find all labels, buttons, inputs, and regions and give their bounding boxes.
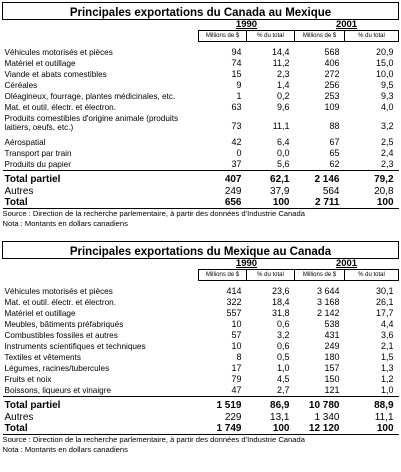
note-row xyxy=(3,445,399,455)
unit-pct: % du total xyxy=(345,270,399,281)
value-2001: 3 168 xyxy=(316,297,340,307)
table-row xyxy=(3,148,399,159)
pct-1990: 11,1 xyxy=(272,121,290,131)
table-row xyxy=(3,42,399,59)
value-1990: 1 xyxy=(236,91,242,101)
year-1990: 1990 xyxy=(235,19,258,30)
pct-2001: 17,7 xyxy=(376,308,394,318)
row-label: Viande et abats comestibles xyxy=(4,70,107,79)
pct-1990: 1,4 xyxy=(276,80,290,90)
table-row xyxy=(3,91,399,102)
pct-1990: 18,4 xyxy=(271,297,290,307)
subtotal-label: Total partiel xyxy=(3,397,199,413)
other-pct-2001: 11,1 xyxy=(374,412,394,423)
pct-2001: 1,5 xyxy=(381,352,394,362)
pct-1990: 4,5 xyxy=(276,374,290,384)
row-label: Véhicules motorisés et pièces xyxy=(4,48,113,57)
value-1990: 8 xyxy=(236,352,242,362)
unit-millions: Millions de $ xyxy=(199,270,247,281)
pct-2001: 2,3 xyxy=(381,159,394,169)
pct-2001: 3,6 xyxy=(381,330,394,340)
row-label: Fruits et noix xyxy=(4,375,52,384)
pct-2001: 4,4 xyxy=(381,319,394,329)
subtotal-value-1990: 407 xyxy=(199,171,247,187)
value-2001: 256 xyxy=(324,80,340,90)
pct-2001: 1,0 xyxy=(381,385,394,395)
row-label: Produits du papier xyxy=(4,160,71,169)
value-2001: 109 xyxy=(324,102,340,112)
table-row xyxy=(3,385,399,397)
subtotal-value-2001: 2 146 xyxy=(295,171,345,187)
value-1990: 42 xyxy=(231,137,242,147)
unit-millions: Millions de $ xyxy=(295,31,345,42)
total-pct-2001: 100 xyxy=(345,423,399,435)
subtotal-value-2001: 10 780 xyxy=(295,397,345,413)
value-1990: 74 xyxy=(231,58,242,68)
total-label: Total xyxy=(3,423,199,435)
value-2001: 62 xyxy=(329,159,340,169)
table-row xyxy=(3,102,399,113)
table-row xyxy=(3,352,399,363)
year-2001: 2001 xyxy=(335,19,358,30)
pct-1990: 0,2 xyxy=(276,91,290,101)
pct-2001: 20,9 xyxy=(376,47,394,57)
unit-millions: Millions de $ xyxy=(295,270,345,281)
table-title-row xyxy=(3,3,399,20)
other-pct-2001: 20,8 xyxy=(374,186,394,197)
other-row xyxy=(3,186,399,197)
table-row xyxy=(3,80,399,91)
table-row xyxy=(3,159,399,171)
total-value-2001: 12 120 xyxy=(295,423,345,435)
table-row xyxy=(3,308,399,319)
row-label: Aérospatial xyxy=(4,138,46,147)
year-2001: 2001 xyxy=(335,258,358,269)
pct-2001: 9,5 xyxy=(381,80,394,90)
value-1990: 9 xyxy=(236,80,242,90)
value-2001: 65 xyxy=(329,148,340,158)
source-note: Source : Direction de la recherche parlementaire, à partir des données d'Industrie Canada xyxy=(2,435,305,444)
pct-1990: 9,6 xyxy=(276,102,290,112)
currency-note: Nota : Montants en dollars canadiens xyxy=(2,445,128,454)
total-label: Total xyxy=(3,197,199,209)
pct-2001: 2,4 xyxy=(381,148,394,158)
source-row xyxy=(3,435,399,446)
other-value-1990: 249 xyxy=(224,186,242,197)
pct-2001: 4,0 xyxy=(381,102,394,112)
table-row xyxy=(3,58,399,69)
pct-2001: 15,0 xyxy=(376,58,394,68)
table-row xyxy=(3,132,399,148)
pct-1990: 2,3 xyxy=(276,69,290,79)
total-pct-1990: 100 xyxy=(247,197,295,209)
subtotal-pct-2001: 88,9 xyxy=(345,397,399,413)
row-label: Combustibles fossiles et autres xyxy=(4,331,118,340)
value-2001: 272 xyxy=(324,69,340,79)
pct-2001: 9,3 xyxy=(381,91,394,101)
value-2001: 180 xyxy=(324,352,340,362)
table-title: Principales exportations du Mexique au Canada xyxy=(3,242,399,259)
value-2001: 150 xyxy=(324,374,340,384)
row-label: Meubles, bâtiments préfabriqués xyxy=(4,320,124,329)
year-1990: 1990 xyxy=(235,258,258,269)
row-label: Céréales xyxy=(4,81,38,90)
value-2001: 406 xyxy=(324,58,340,68)
pct-1990: 5,6 xyxy=(276,159,290,169)
subtotal-label: Total partiel xyxy=(3,171,199,187)
subtotal-pct-2001: 79,2 xyxy=(345,171,399,187)
value-1990: 17 xyxy=(231,363,242,373)
value-1990: 10 xyxy=(231,341,242,351)
row-label: Boissons, liqueurs et vinaigre xyxy=(4,386,111,395)
table-row xyxy=(3,281,399,298)
total-pct-1990: 100 xyxy=(247,423,295,435)
table-canada-to-mexico xyxy=(2,2,399,229)
pct-2001: 26,1 xyxy=(376,297,394,307)
pct-1990: 11,2 xyxy=(272,58,290,68)
pct-1990: 0,5 xyxy=(276,352,290,362)
pct-1990: 0,6 xyxy=(276,341,290,351)
subtotal-pct-1990: 62,1 xyxy=(247,171,295,187)
subtotal-row xyxy=(3,397,399,413)
value-2001: 88 xyxy=(329,121,340,131)
total-row xyxy=(3,197,399,209)
table-row xyxy=(3,113,399,132)
unit-pct: % du total xyxy=(247,31,295,42)
row-label: Mat. et outil. électr. et électron. xyxy=(4,298,116,307)
pct-1990: 3,2 xyxy=(276,330,290,340)
other-pct-1990: 13,1 xyxy=(270,412,290,423)
value-1990: 37 xyxy=(231,159,242,169)
source-note: Source : Direction de la recherche parlementaire, à partir des données d'Industrie Canada xyxy=(2,209,305,218)
pct-1990: 23,6 xyxy=(271,286,290,296)
table-row xyxy=(3,319,399,330)
row-label: Instruments scientifiques et techniques xyxy=(4,342,146,351)
value-2001: 2 142 xyxy=(316,308,340,318)
value-2001: 538 xyxy=(324,319,340,329)
pct-2001: 2,5 xyxy=(381,137,394,147)
pct-1990: 0,6 xyxy=(276,319,290,329)
table-mexico-to-canada xyxy=(2,241,399,455)
value-1990: 94 xyxy=(231,47,242,57)
table-title-row xyxy=(3,242,399,259)
table-title: Principales exportations du Canada au Mexique xyxy=(3,3,399,20)
unit-pct: % du total xyxy=(345,31,399,42)
table-row xyxy=(3,330,399,341)
pct-2001: 3,2 xyxy=(381,121,394,131)
table-row xyxy=(3,297,399,308)
unit-pct: % du total xyxy=(247,270,295,281)
total-value-1990: 1 749 xyxy=(199,423,247,435)
note-row xyxy=(3,219,399,229)
pct-2001: 30,1 xyxy=(376,286,394,296)
value-1990: 63 xyxy=(231,102,242,112)
value-2001: 67 xyxy=(329,137,340,147)
other-value-1990: 229 xyxy=(224,412,242,423)
table-row xyxy=(3,363,399,374)
total-value-1990: 656 xyxy=(199,197,247,209)
table-row xyxy=(3,374,399,385)
other-label: Autres xyxy=(4,186,34,197)
currency-note: Nota : Montants en dollars canadiens xyxy=(2,219,128,228)
total-pct-2001: 100 xyxy=(345,197,399,209)
value-2001: 431 xyxy=(324,330,340,340)
row-label: Textiles et vêtements xyxy=(4,353,81,362)
row-label: Matériel et outillage xyxy=(4,59,76,68)
value-1990: 557 xyxy=(226,308,242,318)
row-label: Produits comestibles d'origine animale (produits laitiers, oeufs, etc.) xyxy=(4,113,179,132)
value-1990: 0 xyxy=(236,148,242,158)
year-header-row xyxy=(3,20,399,31)
pct-1990: 0,0 xyxy=(276,148,290,158)
value-1990: 79 xyxy=(231,374,242,384)
value-2001: 157 xyxy=(324,363,340,373)
pct-2001: 1,3 xyxy=(381,363,394,373)
source-row xyxy=(3,209,399,220)
pct-2001: 2,1 xyxy=(381,341,394,351)
value-1990: 15 xyxy=(231,69,242,79)
row-label: Mat. et outil. électr. et électron. xyxy=(4,103,116,112)
other-value-2001: 1 340 xyxy=(314,412,340,423)
other-row xyxy=(3,412,399,423)
value-1990: 47 xyxy=(231,385,242,395)
pct-2001: 1,2 xyxy=(381,374,394,384)
other-label: Autres xyxy=(4,412,34,423)
total-row xyxy=(3,423,399,435)
row-label: Légumes, racines/tubercules xyxy=(4,364,110,373)
other-pct-1990: 37,9 xyxy=(270,186,290,197)
subtotal-pct-1990: 86,9 xyxy=(247,397,295,413)
pct-1990: 14,4 xyxy=(271,47,290,57)
value-1990: 414 xyxy=(226,286,242,296)
value-2001: 121 xyxy=(324,385,340,395)
value-1990: 10 xyxy=(231,319,242,329)
value-1990: 322 xyxy=(226,297,242,307)
unit-millions: Millions de $ xyxy=(199,31,247,42)
pct-1990: 2,7 xyxy=(276,385,290,395)
total-value-2001: 2 711 xyxy=(295,197,345,209)
year-header-row xyxy=(3,259,399,270)
subtotal-value-1990: 1 519 xyxy=(199,397,247,413)
units-header-row xyxy=(3,270,399,281)
pct-1990: 6,4 xyxy=(276,137,290,147)
units-header-row xyxy=(3,31,399,42)
row-label: Matériel et outillage xyxy=(4,309,76,318)
value-1990: 73 xyxy=(231,121,242,131)
row-label: Oléagineux, fourrage, plantes médicinales, etc. xyxy=(4,92,176,101)
value-1990: 57 xyxy=(231,330,242,340)
value-2001: 253 xyxy=(324,91,340,101)
value-2001: 568 xyxy=(324,47,340,57)
value-2001: 3 644 xyxy=(316,286,340,296)
row-label: Transport par train xyxy=(4,149,72,158)
value-2001: 249 xyxy=(324,341,340,351)
table-row xyxy=(3,69,399,80)
row-label: Véhicules motorisés et pièces xyxy=(4,287,113,296)
subtotal-row xyxy=(3,171,399,187)
table-row xyxy=(3,341,399,352)
pct-1990: 31,8 xyxy=(271,308,290,318)
pct-2001: 10,0 xyxy=(376,69,394,79)
pct-1990: 1,0 xyxy=(276,363,290,373)
other-value-2001: 564 xyxy=(322,186,340,197)
